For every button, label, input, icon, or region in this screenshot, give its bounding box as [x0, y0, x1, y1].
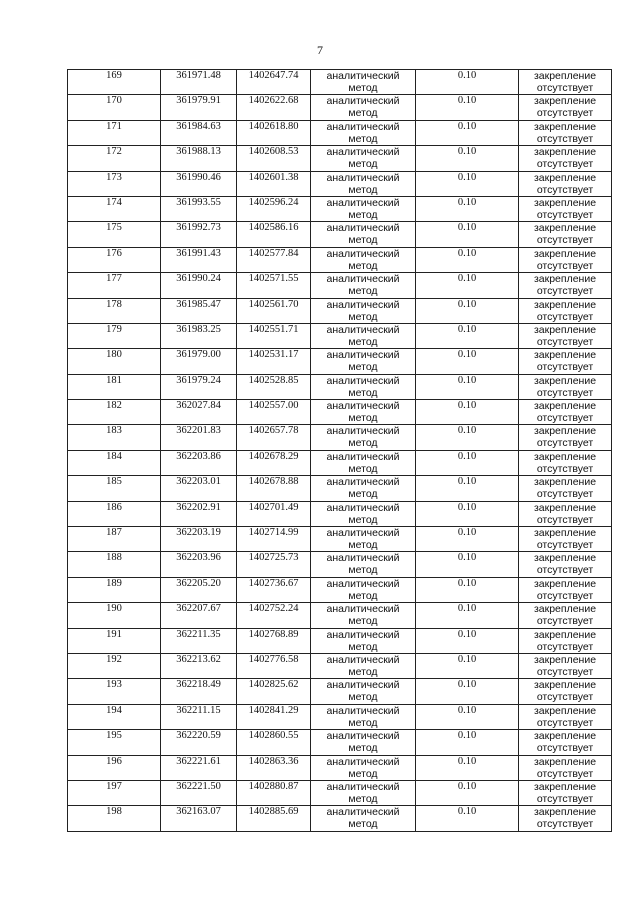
point-number-cell: 188 [68, 552, 161, 577]
table-row [68, 349, 612, 374]
x-coordinate-cell: 361990.24 [161, 273, 237, 298]
table-row [68, 146, 612, 171]
x-coordinate-cell: 362221.61 [161, 755, 237, 780]
y-coordinate-cell: 1402701.49 [237, 501, 311, 526]
table-row [68, 679, 612, 704]
x-coordinate-cell: 361983.25 [161, 323, 237, 348]
fixing-cell: закрепление отсутствует [519, 196, 612, 221]
page-number: 7 [317, 43, 323, 57]
y-coordinate-cell: 1402571.55 [237, 273, 311, 298]
accuracy-cell: 0.10 [416, 349, 519, 374]
y-coordinate-cell: 1402647.74 [237, 70, 311, 95]
x-coordinate-cell: 362203.96 [161, 552, 237, 577]
x-coordinate-cell: 361984.63 [161, 120, 237, 145]
point-number-cell: 170 [68, 95, 161, 120]
method-cell: аналитический метод [311, 704, 416, 729]
method-cell: аналитический метод [311, 527, 416, 552]
accuracy-cell: 0.10 [416, 247, 519, 272]
y-coordinate-cell: 1402586.16 [237, 222, 311, 247]
x-coordinate-cell: 361979.24 [161, 374, 237, 399]
point-number-cell: 178 [68, 298, 161, 323]
y-coordinate-cell: 1402736.67 [237, 577, 311, 602]
accuracy-cell: 0.10 [416, 374, 519, 399]
method-cell: аналитический метод [311, 603, 416, 628]
method-cell: аналитический метод [311, 298, 416, 323]
point-number-cell: 174 [68, 196, 161, 221]
accuracy-cell: 0.10 [416, 527, 519, 552]
y-coordinate-cell: 1402622.68 [237, 95, 311, 120]
point-number-cell: 171 [68, 120, 161, 145]
x-coordinate-cell: 362205.20 [161, 577, 237, 602]
y-coordinate-cell: 1402557.00 [237, 400, 311, 425]
fixing-cell: закрепление отсутствует [519, 552, 612, 577]
table-row [68, 95, 612, 120]
accuracy-cell: 0.10 [416, 146, 519, 171]
y-coordinate-cell: 1402657.78 [237, 425, 311, 450]
method-cell: аналитический метод [311, 120, 416, 145]
accuracy-cell: 0.10 [416, 552, 519, 577]
accuracy-cell: 0.10 [416, 603, 519, 628]
method-cell: аналитический метод [311, 70, 416, 95]
point-number-cell: 194 [68, 704, 161, 729]
y-coordinate-cell: 1402531.17 [237, 349, 311, 374]
y-coordinate-cell: 1402776.58 [237, 653, 311, 678]
point-number-cell: 189 [68, 577, 161, 602]
x-coordinate-cell: 362203.01 [161, 476, 237, 501]
x-coordinate-cell: 362221.50 [161, 780, 237, 805]
x-coordinate-cell: 362163.07 [161, 806, 237, 831]
fixing-cell: закрепление отсутствует [519, 120, 612, 145]
method-cell: аналитический метод [311, 450, 416, 475]
x-coordinate-cell: 362211.15 [161, 704, 237, 729]
table-row [68, 501, 612, 526]
x-coordinate-cell: 362202.91 [161, 501, 237, 526]
accuracy-cell: 0.10 [416, 95, 519, 120]
method-cell: аналитический метод [311, 95, 416, 120]
table-row [68, 476, 612, 501]
method-cell: аналитический метод [311, 628, 416, 653]
method-cell: аналитический метод [311, 196, 416, 221]
method-cell: аналитический метод [311, 273, 416, 298]
point-number-cell: 169 [68, 70, 161, 95]
table-row [68, 323, 612, 348]
fixing-cell: закрепление отсутствует [519, 323, 612, 348]
y-coordinate-cell: 1402752.24 [237, 603, 311, 628]
accuracy-cell: 0.10 [416, 780, 519, 805]
table-row [68, 527, 612, 552]
y-coordinate-cell: 1402860.55 [237, 730, 311, 755]
accuracy-cell: 0.10 [416, 476, 519, 501]
fixing-cell: закрепление отсутствует [519, 400, 612, 425]
method-cell: аналитический метод [311, 679, 416, 704]
y-coordinate-cell: 1402725.73 [237, 552, 311, 577]
method-cell: аналитический метод [311, 349, 416, 374]
point-number-cell: 195 [68, 730, 161, 755]
point-number-cell: 187 [68, 527, 161, 552]
method-cell: аналитический метод [311, 577, 416, 602]
fixing-cell: закрепление отсутствует [519, 755, 612, 780]
method-cell: аналитический метод [311, 780, 416, 805]
coordinates-table-body [68, 70, 612, 832]
point-number-cell: 172 [68, 146, 161, 171]
accuracy-cell: 0.10 [416, 450, 519, 475]
coordinates-table [67, 69, 612, 832]
table-row [68, 425, 612, 450]
method-cell: аналитический метод [311, 755, 416, 780]
accuracy-cell: 0.10 [416, 679, 519, 704]
accuracy-cell: 0.10 [416, 730, 519, 755]
point-number-cell: 197 [68, 780, 161, 805]
x-coordinate-cell: 361979.00 [161, 349, 237, 374]
fixing-cell: закрепление отсутствует [519, 425, 612, 450]
method-cell: аналитический метод [311, 653, 416, 678]
x-coordinate-cell: 361992.73 [161, 222, 237, 247]
point-number-cell: 192 [68, 653, 161, 678]
x-coordinate-cell: 361988.13 [161, 146, 237, 171]
fixing-cell: закрепление отсутствует [519, 247, 612, 272]
method-cell: аналитический метод [311, 400, 416, 425]
fixing-cell: закрепление отсутствует [519, 349, 612, 374]
x-coordinate-cell: 362211.35 [161, 628, 237, 653]
x-coordinate-cell: 362220.59 [161, 730, 237, 755]
y-coordinate-cell: 1402601.38 [237, 171, 311, 196]
x-coordinate-cell: 362203.86 [161, 450, 237, 475]
y-coordinate-cell: 1402596.24 [237, 196, 311, 221]
table-row [68, 171, 612, 196]
table-row [68, 755, 612, 780]
accuracy-cell: 0.10 [416, 120, 519, 145]
table-row [68, 374, 612, 399]
method-cell: аналитический метод [311, 171, 416, 196]
table-row [68, 577, 612, 602]
accuracy-cell: 0.10 [416, 298, 519, 323]
y-coordinate-cell: 1402825.62 [237, 679, 311, 704]
point-number-cell: 180 [68, 349, 161, 374]
y-coordinate-cell: 1402561.70 [237, 298, 311, 323]
x-coordinate-cell: 362201.83 [161, 425, 237, 450]
y-coordinate-cell: 1402678.88 [237, 476, 311, 501]
fixing-cell: закрепление отсутствует [519, 577, 612, 602]
table-row [68, 552, 612, 577]
y-coordinate-cell: 1402885.69 [237, 806, 311, 831]
x-coordinate-cell: 361990.46 [161, 171, 237, 196]
fixing-cell: закрепление отсутствует [519, 476, 612, 501]
y-coordinate-cell: 1402768.89 [237, 628, 311, 653]
table-row [68, 196, 612, 221]
fixing-cell: закрепление отсутствует [519, 730, 612, 755]
method-cell: аналитический метод [311, 806, 416, 831]
fixing-cell: закрепление отсутствует [519, 374, 612, 399]
fixing-cell: закрепление отсутствует [519, 222, 612, 247]
method-cell: аналитический метод [311, 323, 416, 348]
point-number-cell: 190 [68, 603, 161, 628]
point-number-cell: 196 [68, 755, 161, 780]
x-coordinate-cell: 362218.49 [161, 679, 237, 704]
accuracy-cell: 0.10 [416, 806, 519, 831]
x-coordinate-cell: 361991.43 [161, 247, 237, 272]
method-cell: аналитический метод [311, 730, 416, 755]
point-number-cell: 198 [68, 806, 161, 831]
x-coordinate-cell: 362207.67 [161, 603, 237, 628]
y-coordinate-cell: 1402577.84 [237, 247, 311, 272]
accuracy-cell: 0.10 [416, 400, 519, 425]
method-cell: аналитический метод [311, 222, 416, 247]
accuracy-cell: 0.10 [416, 171, 519, 196]
point-number-cell: 175 [68, 222, 161, 247]
fixing-cell: закрепление отсутствует [519, 171, 612, 196]
method-cell: аналитический метод [311, 146, 416, 171]
y-coordinate-cell: 1402528.85 [237, 374, 311, 399]
accuracy-cell: 0.10 [416, 425, 519, 450]
method-cell: аналитический метод [311, 476, 416, 501]
table-row [68, 120, 612, 145]
point-number-cell: 173 [68, 171, 161, 196]
y-coordinate-cell: 1402608.53 [237, 146, 311, 171]
table-row [68, 780, 612, 805]
point-number-cell: 176 [68, 247, 161, 272]
y-coordinate-cell: 1402678.29 [237, 450, 311, 475]
point-number-cell: 177 [68, 273, 161, 298]
fixing-cell: закрепление отсутствует [519, 501, 612, 526]
x-coordinate-cell: 362203.19 [161, 527, 237, 552]
x-coordinate-cell: 362213.62 [161, 653, 237, 678]
accuracy-cell: 0.10 [416, 755, 519, 780]
point-number-cell: 182 [68, 400, 161, 425]
x-coordinate-cell: 361971.48 [161, 70, 237, 95]
fixing-cell: закрепление отсутствует [519, 603, 612, 628]
point-number-cell: 186 [68, 501, 161, 526]
fixing-cell: закрепление отсутствует [519, 450, 612, 475]
accuracy-cell: 0.10 [416, 704, 519, 729]
x-coordinate-cell: 361993.55 [161, 196, 237, 221]
fixing-cell: закрепление отсутствует [519, 298, 612, 323]
method-cell: аналитический метод [311, 501, 416, 526]
fixing-cell: закрепление отсутствует [519, 653, 612, 678]
fixing-cell: закрепление отсутствует [519, 704, 612, 729]
table-row [68, 603, 612, 628]
table-row [68, 653, 612, 678]
fixing-cell: закрепление отсутствует [519, 273, 612, 298]
accuracy-cell: 0.10 [416, 273, 519, 298]
point-number-cell: 181 [68, 374, 161, 399]
y-coordinate-cell: 1402551.71 [237, 323, 311, 348]
method-cell: аналитический метод [311, 247, 416, 272]
fixing-cell: закрепление отсутствует [519, 780, 612, 805]
table-row [68, 450, 612, 475]
accuracy-cell: 0.10 [416, 222, 519, 247]
x-coordinate-cell: 361985.47 [161, 298, 237, 323]
y-coordinate-cell: 1402618.80 [237, 120, 311, 145]
accuracy-cell: 0.10 [416, 501, 519, 526]
table-row [68, 400, 612, 425]
table-row [68, 704, 612, 729]
accuracy-cell: 0.10 [416, 577, 519, 602]
fixing-cell: закрепление отсутствует [519, 146, 612, 171]
accuracy-cell: 0.10 [416, 628, 519, 653]
point-number-cell: 184 [68, 450, 161, 475]
table-row [68, 247, 612, 272]
method-cell: аналитический метод [311, 425, 416, 450]
point-number-cell: 179 [68, 323, 161, 348]
table-row [68, 298, 612, 323]
y-coordinate-cell: 1402880.87 [237, 780, 311, 805]
x-coordinate-cell: 362027.84 [161, 400, 237, 425]
table-row [68, 730, 612, 755]
point-number-cell: 191 [68, 628, 161, 653]
y-coordinate-cell: 1402841.29 [237, 704, 311, 729]
table-row [68, 806, 612, 831]
fixing-cell: закрепление отсутствует [519, 527, 612, 552]
y-coordinate-cell: 1402714.99 [237, 527, 311, 552]
method-cell: аналитический метод [311, 552, 416, 577]
fixing-cell: закрепление отсутствует [519, 70, 612, 95]
point-number-cell: 193 [68, 679, 161, 704]
table-row [68, 222, 612, 247]
y-coordinate-cell: 1402863.36 [237, 755, 311, 780]
accuracy-cell: 0.10 [416, 653, 519, 678]
table-row [68, 628, 612, 653]
table-row [68, 70, 612, 95]
table-row [68, 273, 612, 298]
method-cell: аналитический метод [311, 374, 416, 399]
x-coordinate-cell: 361979.91 [161, 95, 237, 120]
accuracy-cell: 0.10 [416, 323, 519, 348]
point-number-cell: 185 [68, 476, 161, 501]
accuracy-cell: 0.10 [416, 196, 519, 221]
point-number-cell: 183 [68, 425, 161, 450]
fixing-cell: закрепление отсутствует [519, 806, 612, 831]
accuracy-cell: 0.10 [416, 70, 519, 95]
fixing-cell: закрепление отсутствует [519, 95, 612, 120]
fixing-cell: закрепление отсутствует [519, 628, 612, 653]
fixing-cell: закрепление отсутствует [519, 679, 612, 704]
